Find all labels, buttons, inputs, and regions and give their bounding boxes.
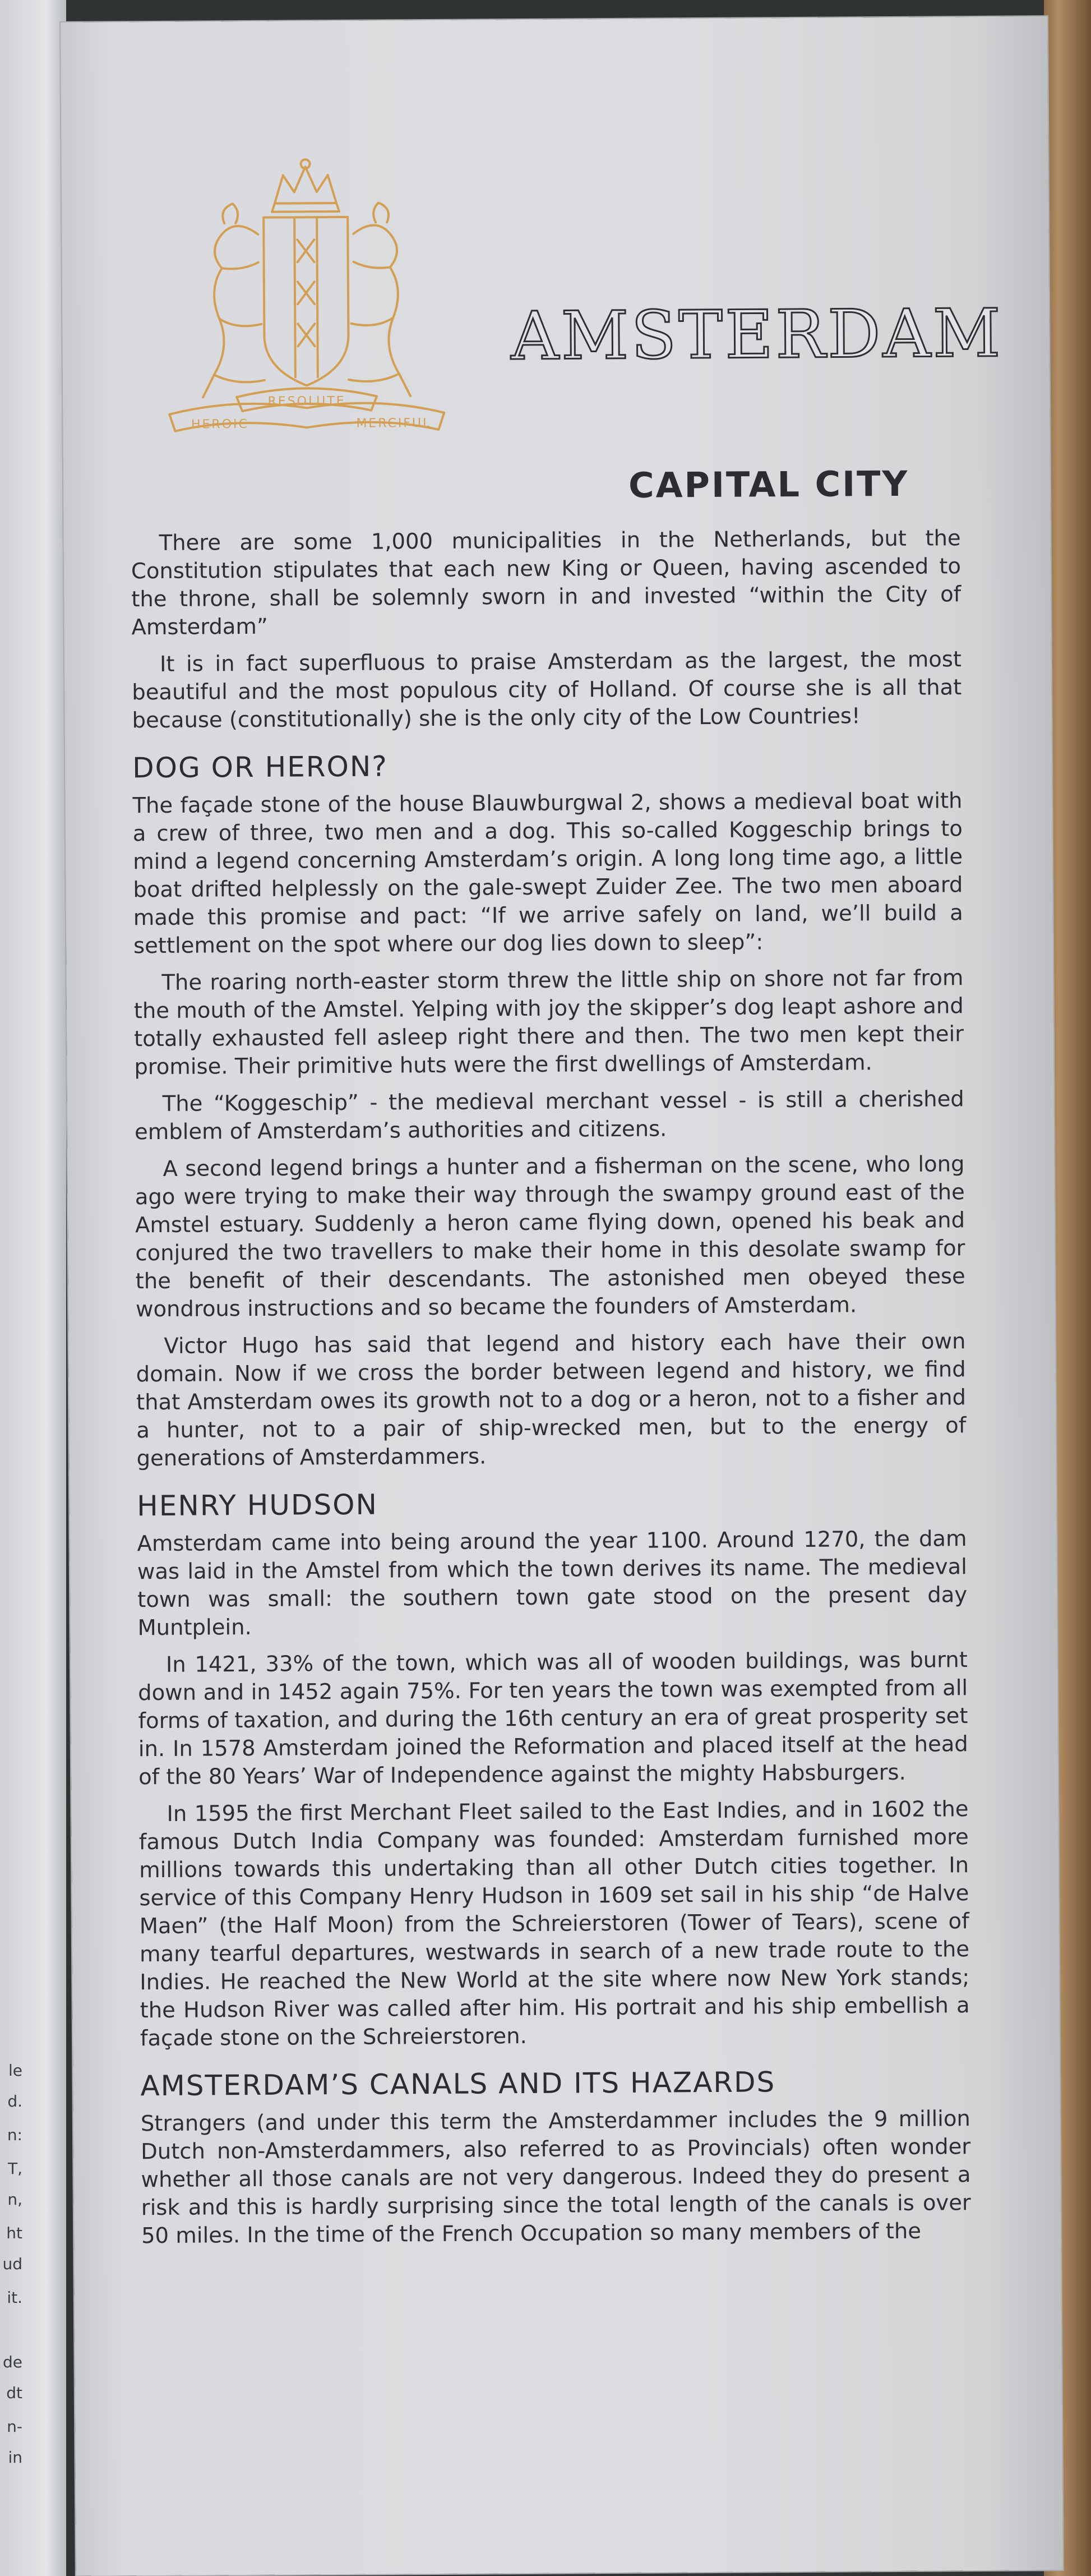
- margin-fragment: ud: [2, 2255, 22, 2273]
- margin-fragment: it.: [7, 2288, 22, 2307]
- intro-paragraph: There are some 1,000 municipalities in the Netherlands, but the Constitution stipulates that each new King or Queen, having ascended to the throne, shall be solemnly sworn in and invested “within the City of Amsterdam”: [131, 526, 961, 640]
- section-paragraph: Strangers (and under this term the Amsterdammer includes the 9 million Dutch non-Amsterdammers, also referred to as Provincials) often wonder whether all those canals are not very dangerous. Indeed they do present a risk and this is hardly surprising since the total length of the canals is over 50 miles. In the time of the French Occupation so many members of the: [140, 2106, 971, 2249]
- section-paragraph: The “Koggeschip” - the medieval merchant vessel - is still a cherished emblem of Amsterdam’s authorities and citizens.: [134, 1086, 964, 1145]
- intro-paragraph: It is in fact superfluous to praise Amsterdam as the largest, the most beautiful and the most populous city of Holland. Of course she is all that because (constitutionally) she is the only city of the Low Countries!: [132, 647, 962, 734]
- article-body: [131, 524, 972, 2259]
- section-paragraph: The façade stone of the house Blauwburgwal 2, shows a medieval boat with a crew of three, two men and a dog. This so-called Koggeschip brings to mind a legend concerning Amsterdam’s origin. A long long time ago, a little boat drifted helplessly on the gale-swept Zuider Zee. The two men aboard made this promise and pact: “If we arrive safely on land, we’ll build a settlement on the spot where our dog lies down to sleep”:: [132, 788, 963, 959]
- margin-fragment: in: [8, 2448, 22, 2467]
- section-heading: DOG OR HERON?: [132, 750, 389, 785]
- margin-fragment: dt: [6, 2384, 22, 2402]
- amsterdam-coat-of-arms: [123, 149, 489, 465]
- margin-fragment: n,: [7, 2190, 22, 2209]
- motto-right: MERCIFUL: [356, 416, 432, 431]
- page-title: AMSTERDAM: [511, 294, 1004, 375]
- section-paragraph: In 1595 the first Merchant Fleet sailed to the East Indies, and in 1602 the famous Dutch India Company was founded: Amsterdam furnished more millions towards this undertaking than all other Dutch cities together. In service of this Company Henry Hudson in 1609 set sail in his ship “de Halve Maen” (the Half Moon) from the Schreierstoren (Tower of Tears), scene of many tearful departures, westwards in search of a new trade route to the Indies. He reached the New World at the site where now New York stands; the Hudson River was called after him. His portrait and his ship embellish a façade stone on the Schreierstoren.: [138, 1796, 970, 2052]
- margin-fragment: de: [3, 2353, 22, 2371]
- section-heading: HENRY HUDSON: [136, 1488, 378, 1523]
- margin-fragment: d.: [7, 2092, 22, 2110]
- margin-fragment: ht: [6, 2224, 22, 2242]
- motto-left: HEROIC: [191, 417, 249, 432]
- margin-fragment: le: [8, 2061, 22, 2080]
- margin-fragment: n-: [7, 2417, 22, 2436]
- section-paragraph: The roaring north-easter storm threw the little ship on shore not far from the mouth of the Amstel. Yelping with joy the skipper’s dog leapt ashore and totally exhausted fell asleep right there and then. The two men kept their promise. Their primitive huts were the first dwellings of Amsterdam.: [133, 965, 964, 1080]
- adjacent-page-strip: [0, 0, 66, 2576]
- section-paragraph: In 1421, 33% of the town, which was all of wooden buildings, was burnt down and in 1452 again 75%. For ten years the town was exempted from all forms of taxation, and during the 16th century an era of great prosperity set in. In 1578 Amsterdam joined the Reformation and placed itself at the head of the 80 Years’ War of Independence against the mighty Habsburgers.: [138, 1647, 968, 1790]
- book-page: [61, 16, 1063, 2576]
- section-heading: AMSTERDAM’S CANALS AND ITS HAZARDS: [140, 2066, 776, 2103]
- margin-fragment: n:: [7, 2126, 22, 2144]
- intro: [131, 524, 962, 735]
- section-paragraph: A second legend brings a hunter and a fisherman on the scene, who long ago were trying to make their way through the swampy ground east of the Amstel estuary. Suddenly a heron came flying down, opened his beak and conjured the two travellers to make their home in this desolate swamp for the benefit of their descendants. The astonished men obeyed these wondrous instructions and so became the founders of Amsterdam.: [135, 1151, 965, 1322]
- page-subtitle: CAPITAL CITY: [628, 463, 909, 506]
- section-paragraph: Amsterdam came into being around the year 1100. Around 1270, the dam was laid in the Amstel from which the town derives its name. The medieval town was small: the southern town gate stood on the present day Muntplein.: [137, 1526, 968, 1641]
- motto-center: RESOLUTE: [267, 394, 346, 409]
- margin-fragment: T,: [7, 2159, 22, 2178]
- section-paragraph: Victor Hugo has said that legend and history each have their own domain. Now if we cross the border between legend and history, we find that Amsterdam owes its growth not to a dog or a heron, not to a fisher and a hunter, not to a pair of ship-wrecked men, but to the energy of generations of Amsterdammers.: [136, 1329, 967, 1472]
